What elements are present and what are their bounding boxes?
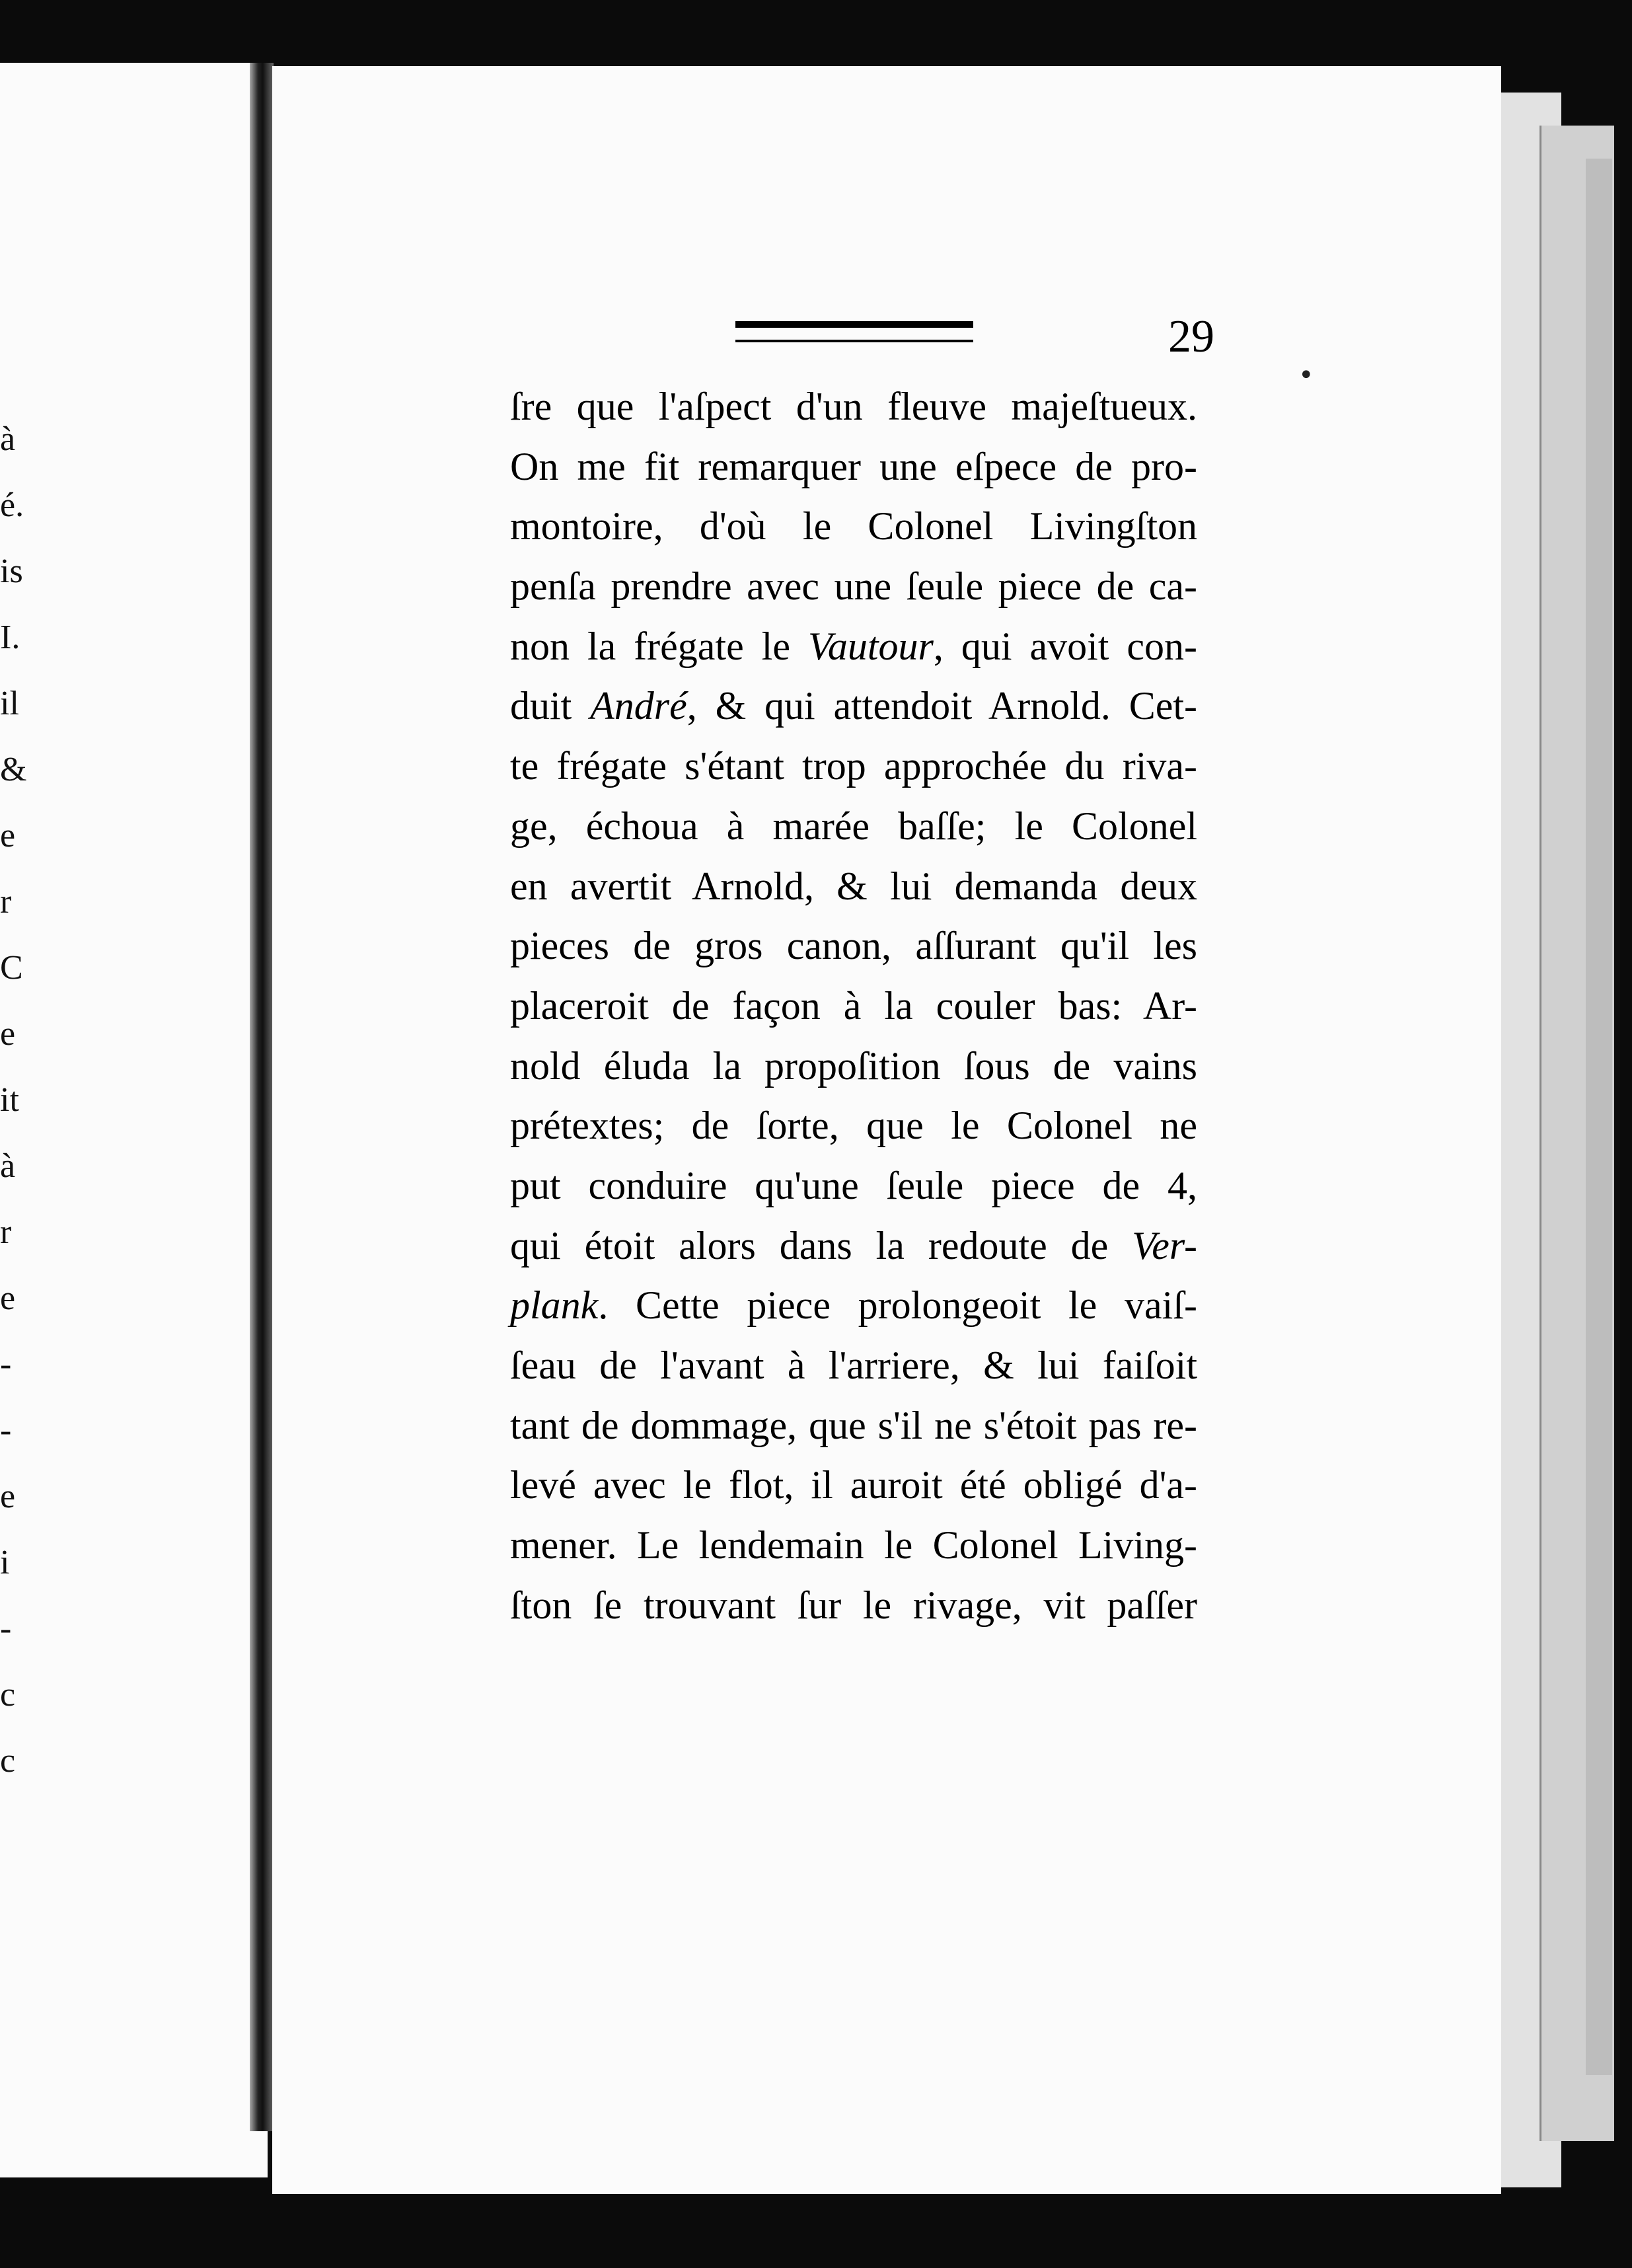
edge-char: é. xyxy=(0,486,24,524)
text-line: ge, échoua à marée baſſe; le Colonel xyxy=(510,804,1197,848)
stray-ink-mark: • xyxy=(1298,360,1314,391)
edge-char: - xyxy=(0,1610,12,1647)
text-line: non la frégate le Vautour, qui avoit con- xyxy=(510,624,1197,668)
text-line: levé avec le flot, il auroit été obligé d'a- xyxy=(510,1463,1197,1507)
text-line: ſton ſe trouvant ſur le rivage, vit paſſer xyxy=(510,1583,1197,1627)
italic-name: Ver- xyxy=(1132,1223,1197,1267)
previous-page xyxy=(0,63,268,2177)
edge-char: e xyxy=(0,1015,16,1053)
edge-char: is xyxy=(0,552,23,590)
text-line: mener. Le lendemain le Colonel Living- xyxy=(510,1523,1197,1568)
text-line: prétextes; de ſorte, que le Colonel ne xyxy=(510,1104,1197,1148)
text-line: en avertit Arnold, & lui demanda deux xyxy=(510,864,1197,908)
edge-char: c xyxy=(0,1742,16,1780)
edge-char: r xyxy=(0,1213,12,1251)
text-line: put conduire qu'une ſeule piece de 4, xyxy=(510,1163,1197,1207)
text-line: duit André, & qui attendoit Arnold. Cet- xyxy=(510,684,1197,728)
italic-name: André xyxy=(590,684,687,728)
book-gutter xyxy=(250,63,274,2131)
edge-char: it xyxy=(0,1081,19,1119)
edge-char: I. xyxy=(0,619,20,656)
text-line: pieces de gros canon, aſſurant qu'il les xyxy=(510,924,1197,968)
edge-char: à xyxy=(0,1147,16,1185)
edge-char: C xyxy=(0,949,23,987)
previous-page-edge-text xyxy=(0,406,40,1794)
edge-char: à xyxy=(0,420,16,458)
header-ornament-rule xyxy=(735,321,973,342)
text-line: te frégate s'étant trop approchée du riva- xyxy=(510,744,1197,788)
text-line: tant de dommage, que s'il ne s'étoit pas re- xyxy=(510,1403,1197,1447)
edge-char: il xyxy=(0,685,19,722)
body-text xyxy=(510,377,1197,1635)
edge-char: - xyxy=(0,1345,12,1383)
text-line: nold éluda la propoſition ſous de vains xyxy=(510,1043,1197,1088)
text-line: qui étoit alors dans la redoute de Ver- xyxy=(510,1223,1197,1267)
text-line: ſeau de l'avant à l'arriere, & lui faiſoit xyxy=(510,1343,1197,1387)
edge-char: e xyxy=(0,1279,16,1317)
edge-char: & xyxy=(0,751,27,788)
edge-char: r xyxy=(0,883,12,921)
page-number: 29 xyxy=(1168,311,1214,362)
edge-char: - xyxy=(0,1412,12,1449)
text-line: On me fit remarquer une eſpece de pro- xyxy=(510,444,1197,488)
text-line: penſa prendre avec une ſeule piece de ca- xyxy=(510,564,1197,609)
italic-name: plank xyxy=(510,1283,599,1328)
text-line: plank. Cette piece prolongeoit le vaiſ- xyxy=(510,1283,1197,1328)
text-line: ſre que l'aſpect d'un fleuve majeſtueux. xyxy=(510,385,1197,428)
edge-char: i xyxy=(0,1544,10,1581)
edge-char: e xyxy=(0,817,16,854)
italic-name: Vautour xyxy=(807,624,934,668)
edge-char: e xyxy=(0,1478,16,1515)
edge-char: c xyxy=(0,1676,16,1714)
page-stack-edge xyxy=(1586,159,1612,2075)
text-line: montoire, d'où le Colonel Livingſton xyxy=(510,504,1197,548)
text-line: placeroit de façon à la couler bas: Ar- xyxy=(510,983,1197,1028)
